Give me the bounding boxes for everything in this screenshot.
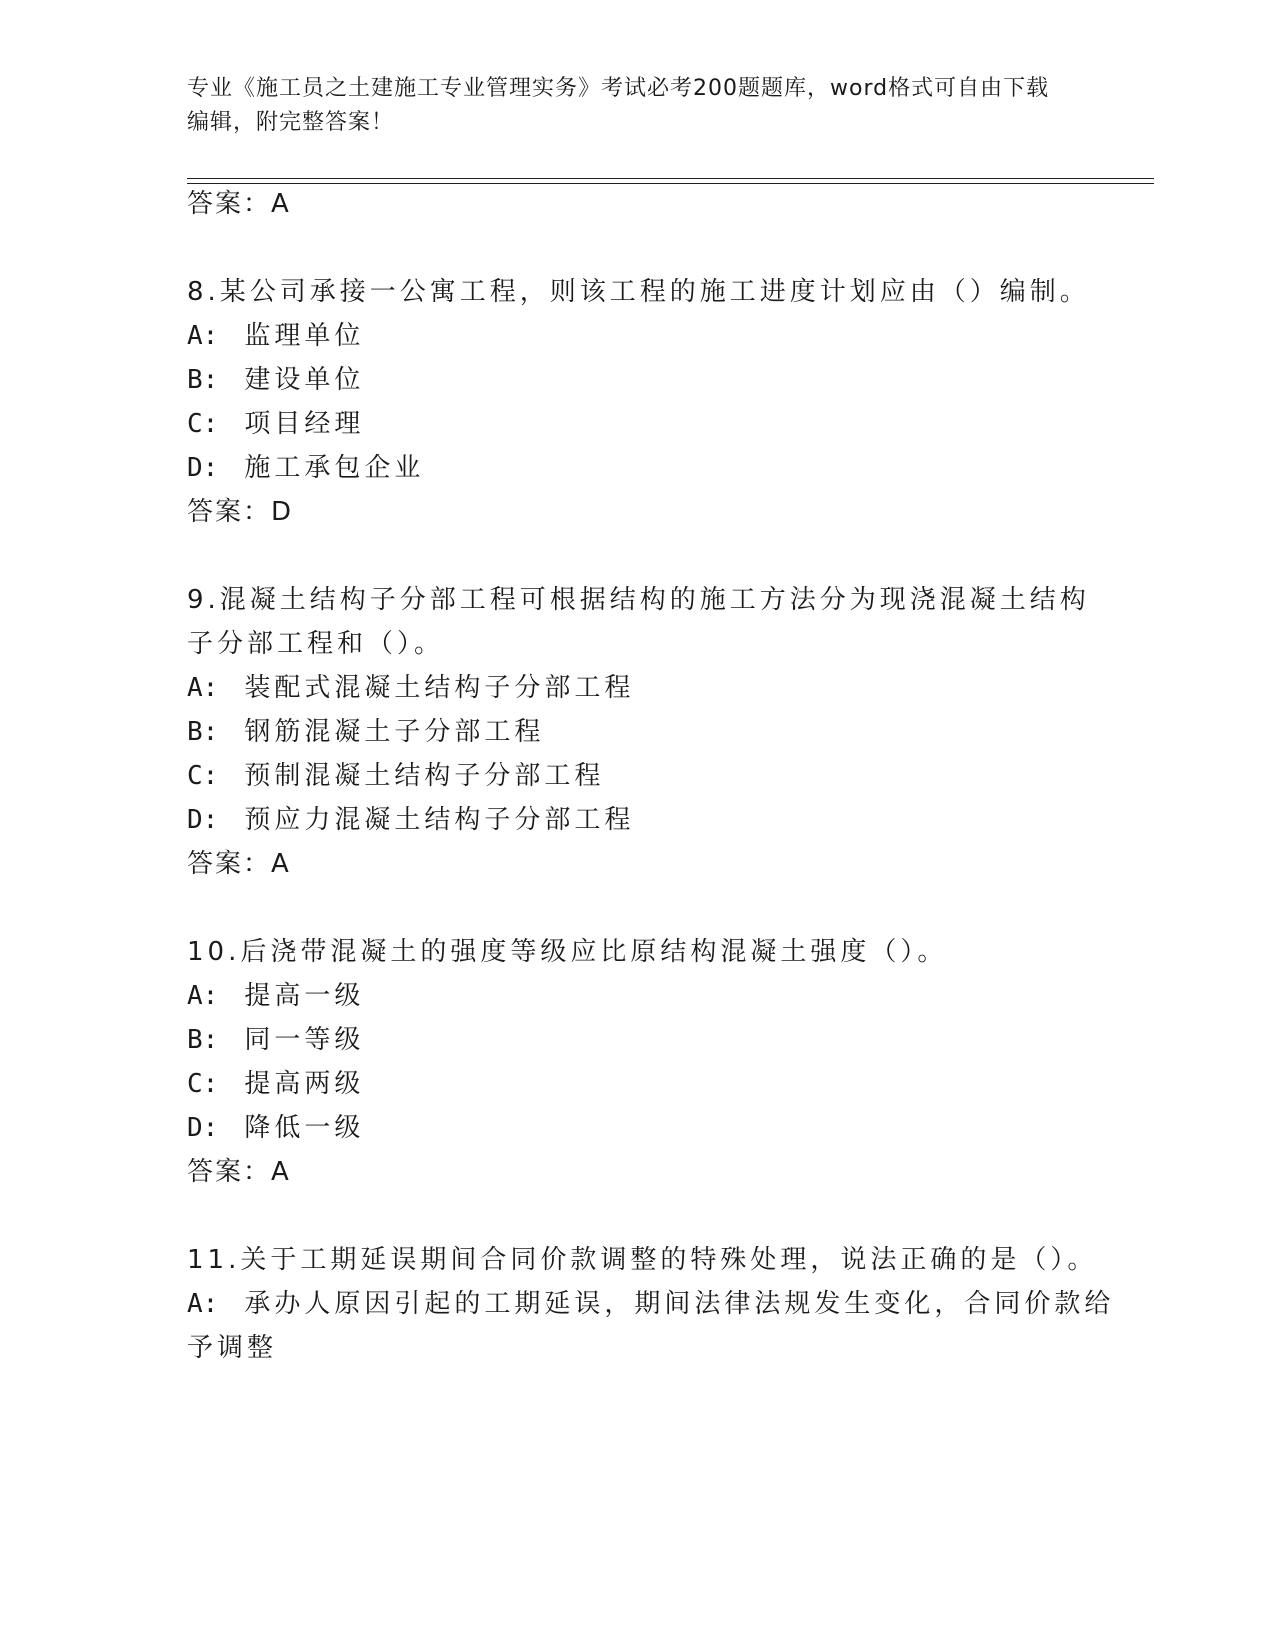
question-8-answer bbox=[187, 494, 293, 530]
question-8-option-d bbox=[187, 450, 424, 486]
option-letter: C: bbox=[187, 1069, 219, 1099]
answer-value: A bbox=[271, 849, 291, 879]
option-text: 建设单位 bbox=[244, 365, 365, 395]
question-11-option-a bbox=[187, 1286, 1114, 1322]
question-10-option-a bbox=[187, 978, 364, 1014]
option-letter: A: bbox=[187, 321, 219, 351]
option-letter: C: bbox=[187, 761, 219, 791]
answer-label: 答案： bbox=[187, 849, 272, 879]
question-9-option-d bbox=[187, 802, 634, 838]
question-9-option-a bbox=[187, 670, 634, 706]
question-8-stem: 8.某公司承接一公寓工程，则该工程的施工进度计划应由（）编制。 bbox=[187, 277, 1090, 307]
option-text: 监理单位 bbox=[244, 321, 365, 351]
option-text: 降低一级 bbox=[244, 1113, 365, 1143]
document-header bbox=[187, 72, 1067, 140]
option-text: 预制混凝土结构子分部工程 bbox=[244, 761, 605, 791]
option-letter: B: bbox=[187, 1025, 219, 1055]
header-rule-top bbox=[187, 178, 1154, 179]
option-letter: A: bbox=[187, 981, 219, 1011]
question-10-stem: 10.后浇带混凝土的强度等级应比原结构混凝土强度（）。 bbox=[187, 937, 948, 967]
option-text: 钢筋混凝土子分部工程 bbox=[244, 717, 545, 747]
option-letter: D: bbox=[187, 1113, 219, 1143]
question-8-option-c bbox=[187, 406, 364, 442]
answer-value: A bbox=[271, 189, 291, 219]
answer-line bbox=[187, 186, 291, 222]
question-9-option-c bbox=[187, 758, 604, 794]
answer-label: 答案： bbox=[187, 497, 272, 527]
option-text: 项目经理 bbox=[244, 409, 365, 439]
question-10-answer bbox=[187, 1154, 291, 1190]
question-9-answer bbox=[187, 846, 291, 882]
answer-value: A bbox=[271, 1157, 291, 1187]
question-11-option-a-cont: 予调整 bbox=[187, 1333, 278, 1363]
header-rule-bottom bbox=[187, 183, 1154, 184]
option-text: 提高一级 bbox=[244, 981, 365, 1011]
question-10-option-c bbox=[187, 1066, 364, 1102]
option-letter: D: bbox=[187, 453, 219, 483]
question-10-option-d bbox=[187, 1110, 364, 1146]
option-letter: A: bbox=[187, 673, 219, 703]
question-9-option-b bbox=[187, 714, 544, 750]
header-text: 专业《施工员之土建施工专业管理实务》考试必考200题题库，word格式可自由下载编辑，附完整答案！ bbox=[187, 76, 1050, 135]
question-9-stem-cont: 子分部工程和（）。 bbox=[187, 629, 445, 659]
question-9-stem: 9.混凝土结构子分部工程可根据结构的施工方法分为现浇混凝土结构 bbox=[187, 585, 1090, 615]
option-text: 预应力混凝土结构子分部工程 bbox=[244, 805, 635, 835]
answer-value: D bbox=[271, 497, 294, 527]
option-letter: B: bbox=[187, 365, 219, 395]
question-11-stem: 11.关于工期延误期间合同价款调整的特殊处理，说法正确的是（）。 bbox=[187, 1245, 1098, 1275]
option-letter: B: bbox=[187, 717, 219, 747]
question-8-option-b bbox=[187, 362, 364, 398]
option-text: 同一等级 bbox=[244, 1025, 365, 1055]
option-letter: C: bbox=[187, 409, 219, 439]
question-8-option-a bbox=[187, 318, 364, 354]
answer-label: 答案： bbox=[187, 189, 272, 219]
question-10-option-b bbox=[187, 1022, 364, 1058]
option-text: 装配式混凝土结构子分部工程 bbox=[244, 673, 635, 703]
option-text: 施工承包企业 bbox=[244, 453, 425, 483]
answer-label: 答案： bbox=[187, 1157, 272, 1187]
option-letter: D: bbox=[187, 805, 219, 835]
option-text: 提高两级 bbox=[244, 1069, 365, 1099]
option-text: 承办人原因引起的工期延误，期间法律法规发生变化，合同价款给 bbox=[244, 1289, 1115, 1319]
option-letter: A: bbox=[187, 1289, 219, 1319]
